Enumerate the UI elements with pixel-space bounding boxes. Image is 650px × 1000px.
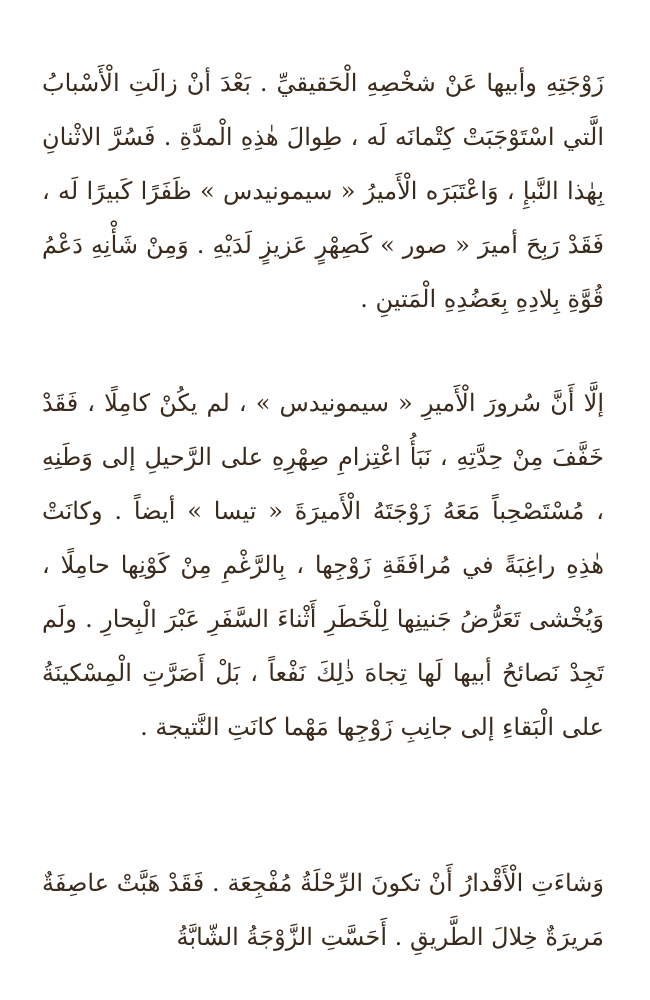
paragraph: إلَّا أَنَّ سُرورَ الْأَميرِ « سيمونيدس » ، لم يكُنْ كامِلًا ، فَقَدْ خَفَّفَ مِنْ حِدَّتِهِ ، نَبَأُ اعْتِزامِ صِهْرِهِ على الرَّحيلِ إلى وَطَنِهِ ، مُسْتَصْحِباً مَعَهُ زَوْجَتَهُ الْأَميرَةَ « تيسا » أيضاً . وكانَتْ هٰذِهِ راغِبَةً في مُرافَقَةِ زَوْجِها ، بِالرَّغْمِ مِنْ كَوْنِها حامِلًا ، وَيُخْشى تَعَرُّضُ جَنينِها لِلْخَطَرِ أَثْناءَ السَّفَرِ عَبْرَ الْبِحارِ . ولَم تَجِدْ نَصائحُ أبيها لَها تِجاهَ ذٰلِكَ نَفْعاً ، بَلْ أَصَرَّتِ الْمِسْكينَةُ على الْبَقاءِ إلى جانِبِ زَوْجِها مَهْما كانَتِ النَّتيجة . [42,389,604,741]
paragraph: وَشاءَتِ الْأَقْدارُ أَنْ تكونَ الرِّحْلَةُ مُفْجِعَة . فَقَدْ هَبَّتْ عاصِفَةٌ مَريرَةٌ خِلالَ الطَّريقِ . أَحَسَّتِ الزَّوْجَةُ الشّابَّةُ [42,869,604,951]
paragraph: زَوْجَتِهِ وأبيها عَنْ شخْصِهِ الْحَقيقيِّ . بَعْدَ أنْ زالَتِ الْأَسْبابُ الَّتي اسْتَوْجَبَتْ كِتْمانَه لَه ، طِوالَ هٰذِهِ الْمدَّةِ . فَسُرَّ الاثْنانِ بِهٰذا النَّبإِ ، وَاعْتَبَرَه الْأَميرُ « سيمونيدس » ظَفَرًا كَبيرًا لَه ، فَقَدْ رَبِحَ أميرَ « صور » كَصِهْرٍ عَزيزٍ لَدَيْهِ . وَمِنْ شَأْنِهِ دَعْمُ قُوَّةِ بِلادِهِ بِعَضُدِهِ الْمَتينِ . [42,69,604,313]
